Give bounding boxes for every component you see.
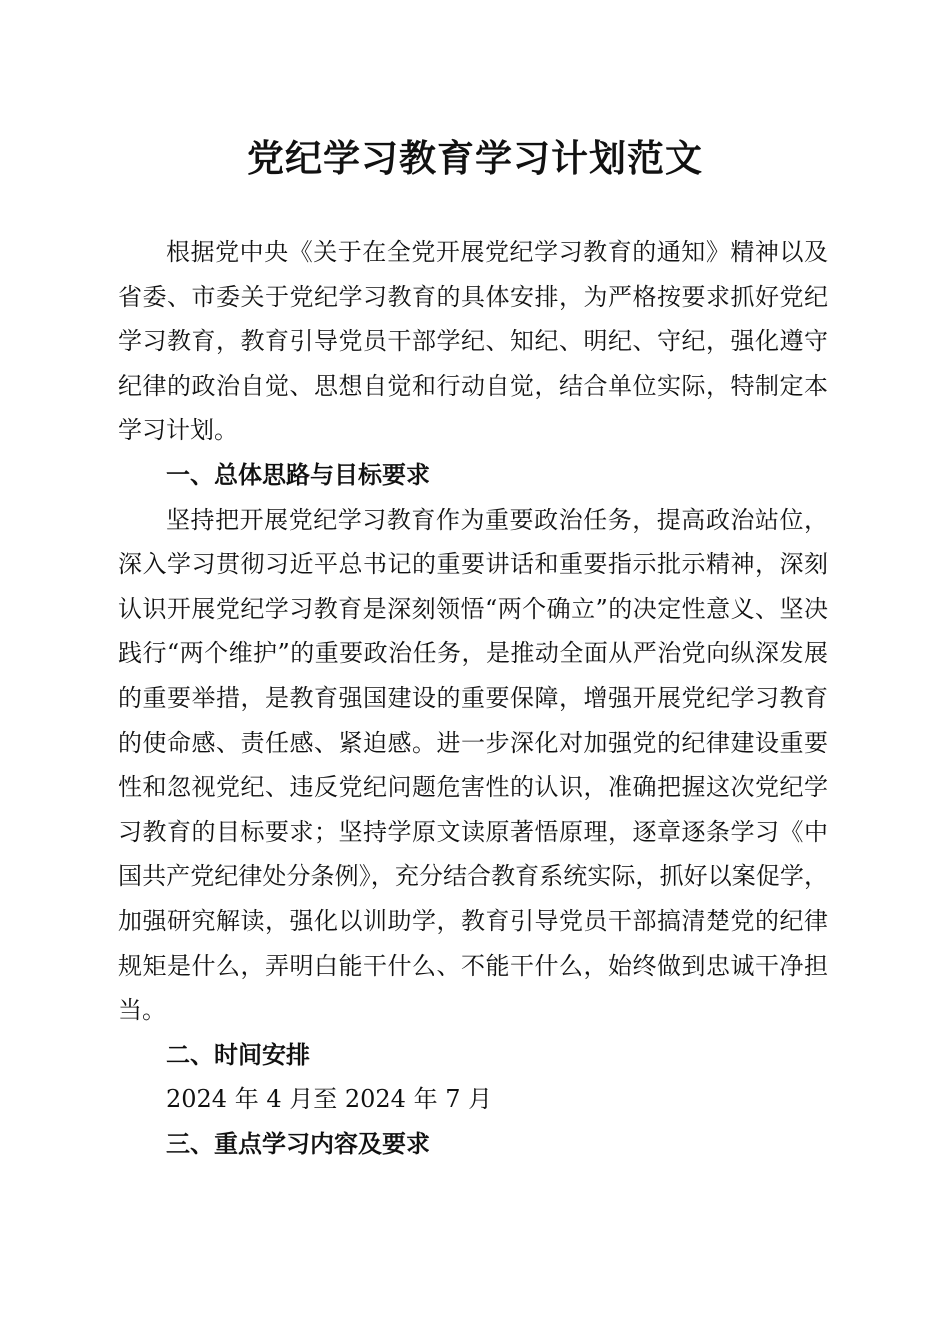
section-heading-overall: 一、总体思路与目标要求 xyxy=(166,460,430,489)
document-title: 党纪学习教育学习计划范文 xyxy=(247,136,703,180)
intro-paragraph: 根据党中央《关于在全党开展党纪学习教育的通知》精神以及省委、市委关于党纪学习教育的具体安排，为严格按要求抓好党纪学习教育，教育引导党员干部学纪、知纪、明纪、守纪，强化遵守纪律的政治自觉、思想自觉和行动自觉，结合单位实际，特制定本学习计划。 xyxy=(118,238,828,445)
section-paragraph-overall: 坚持把开展党纪学习教育作为重要政治任务，提高政治站位，深入学习贯彻习近平总书记的重要讲话和重要指示批示精神，深刻认识开展党纪学习教育是深刻领悟“两个确立”的决定性意义、坚决践行“两个维护”的重要政治任务，是推动全面从严治党向纵深发展的重要举措，是教育强国建设的重要保障，增强开展党纪学习教育的使命感、责任感、紧迫感。进一步深化对加强党的纪律建设重要性和忽视党纪、违反党纪问题危害性的认识，准确把握这次党纪学习教育的目标要求；坚持学原文读原著悟原理，逐章逐条学习《中国共产党纪律处分条例》，充分结合教育系统实际，抓好以案促学，加强研究解读，强化以训助学，教育引导党员干部搞清楚党的纪律规矩是什么，弄明白能干什么、不能干什么，始终做到忠诚干净担当。 xyxy=(118,505,828,1025)
schedule-text: 2024 年 4 月至 2024 年 7 月 xyxy=(166,1085,493,1114)
document-body xyxy=(118,230,828,1166)
section-heading-schedule: 二、时间安排 xyxy=(166,1040,310,1069)
section-heading-content: 三、重点学习内容及要求 xyxy=(166,1129,430,1158)
